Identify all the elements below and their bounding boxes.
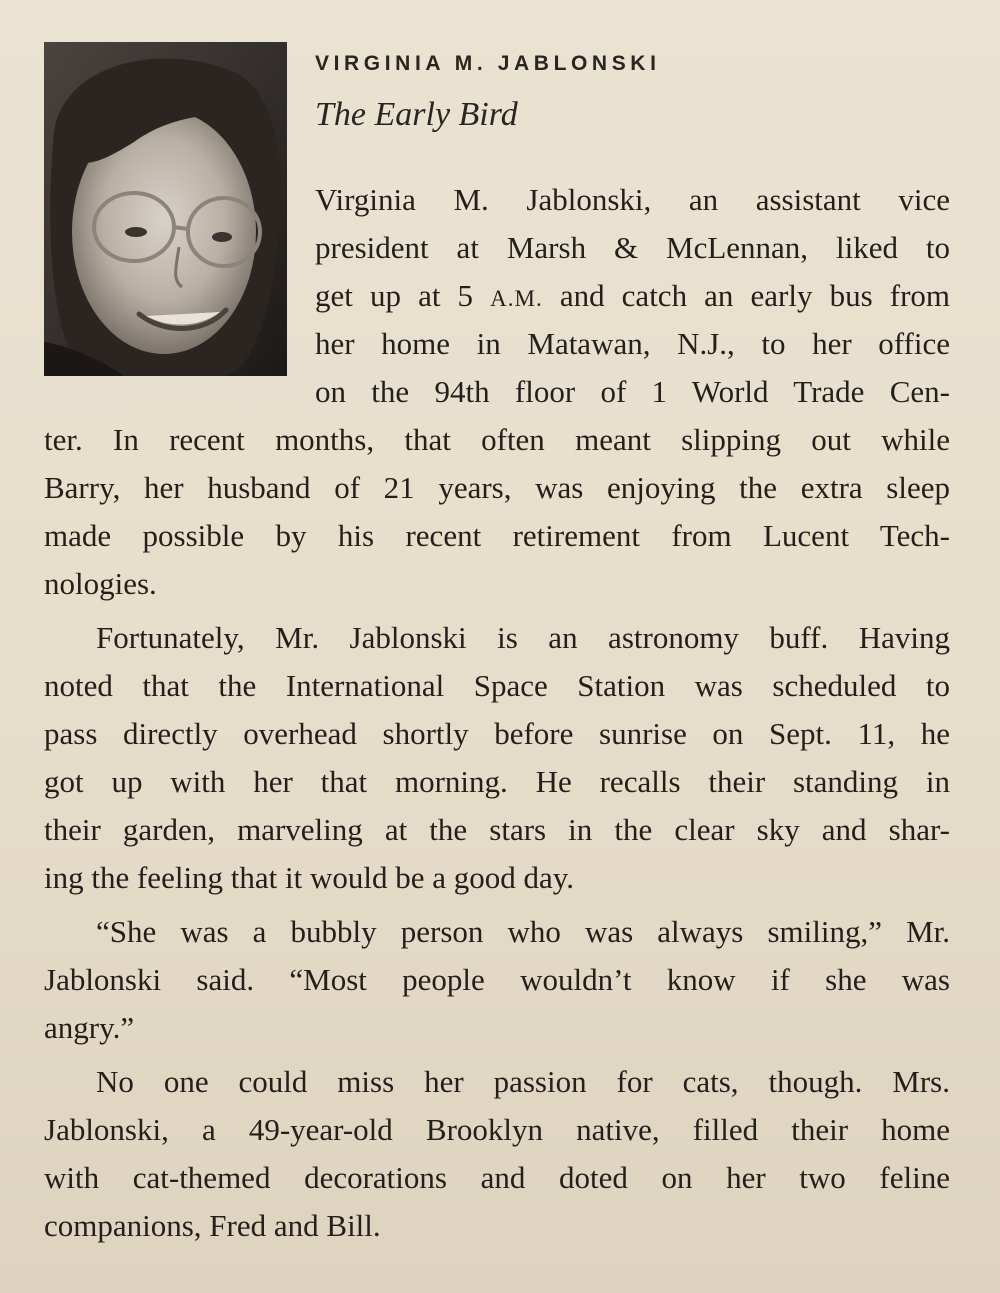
text-line: on the 94th floor of 1 World Trade Cen- — [315, 374, 950, 409]
text-line: No one could miss her passion for cats, though. Mrs. — [96, 1064, 950, 1099]
text-line: Virginia M. Jablonski, an assistant vice — [315, 182, 950, 217]
text-fragment: get up at 5 — [315, 278, 491, 313]
text-line: Jablonski, a 49-year-old Brooklyn native, filled their home — [44, 1112, 950, 1147]
text-line: ter. In recent months, that often meant slipping out while — [44, 422, 950, 457]
subtitle: The Early Bird — [315, 96, 518, 133]
text-line: “She was a bubbly person who was always smiling,” Mr. — [96, 914, 950, 949]
text-line: noted that the International Space Station was scheduled to — [44, 668, 950, 703]
text-line: ing the feeling that it would be a good day. — [44, 860, 575, 895]
text-line — [315, 276, 950, 319]
text-line: pass directly overhead shortly before sunrise on Sept. 11, he — [44, 716, 950, 751]
text-line: with cat-themed decorations and doted on her two feline — [44, 1160, 950, 1195]
text-line: Fortunately, Mr. Jablonski is an astronomy buff. Having — [96, 620, 950, 655]
text-line: Jablonski said. “Most people wouldn’t know if she was — [44, 962, 950, 997]
text-line: angry.” — [44, 1010, 135, 1045]
text-line: their garden, marveling at the stars in the clear sky and shar- — [44, 812, 950, 847]
text-line: nologies. — [44, 566, 157, 601]
text-line: president at Marsh & McLennan, liked to — [315, 230, 950, 265]
person-name-heading: VIRGINIA M. JABLONSKI — [315, 52, 661, 75]
time-smallcaps: A.M. — [490, 286, 543, 311]
portrait-photo — [44, 42, 287, 376]
text-fragment: and catch an early bus from — [542, 278, 951, 313]
text-line: got up with her that morning. He recalls their standing in — [44, 764, 950, 799]
text-line: her home in Matawan, N.J., to her office — [315, 326, 950, 361]
text-line: companions, Fred and Bill. — [44, 1208, 381, 1243]
text-line: Barry, her husband of 21 years, was enjoying the extra sleep — [44, 470, 950, 505]
text-line: made possible by his recent retirement from Lucent Tech- — [44, 518, 950, 553]
